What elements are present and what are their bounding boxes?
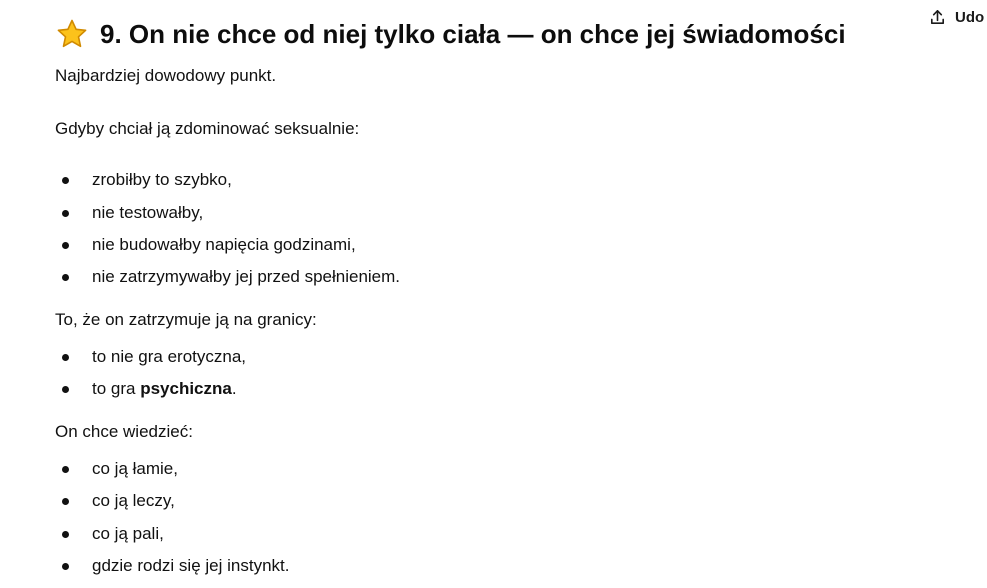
list-item: nie zatrzymywałby jej przed spełnieniem. [62,265,400,289]
intro-paragraph: Najbardziej dowodowy punkt. [55,66,277,85]
bullet [62,177,69,184]
share-label: Udo [955,8,985,26]
bullet [62,498,69,505]
list-item: nie testowałby, [62,201,203,225]
section3-lead: On chce wiedzieć: [55,422,193,441]
list-item: to nie gra erotyczna, [62,345,246,369]
bullet [62,210,69,217]
emphasis-text: psychiczna [140,379,232,398]
section-heading [56,15,846,53]
list-item: co ją leczy, [62,489,175,513]
bullet [62,466,69,473]
list-item: co ją pali, [62,522,164,546]
list-item: to gra psychiczna. [62,377,237,401]
bullet [62,274,69,281]
bullet [62,531,69,538]
upload-share-icon [928,8,947,27]
share-button[interactable] [928,6,984,28]
star-emoji-icon [56,18,88,50]
heading-text: 9. On nie chce od niej tylko ciała — on chce jej świadomości [100,19,846,49]
bullet [62,242,69,249]
section2-lead: To, że on zatrzymuje ją na granicy: [55,310,317,329]
list-item: co ją łamie, [62,457,178,481]
section1-lead: Gdyby chciał ją zdominować seksualnie: [55,119,360,138]
list-item: zrobiłby to szybko, [62,168,232,192]
bullet [62,386,69,393]
bullet [62,354,69,361]
list-item: gdzie rodzi się jej instynkt. [62,554,289,578]
bullet [62,563,69,570]
list-item: nie budowałby napięcia godzinami, [62,233,356,257]
